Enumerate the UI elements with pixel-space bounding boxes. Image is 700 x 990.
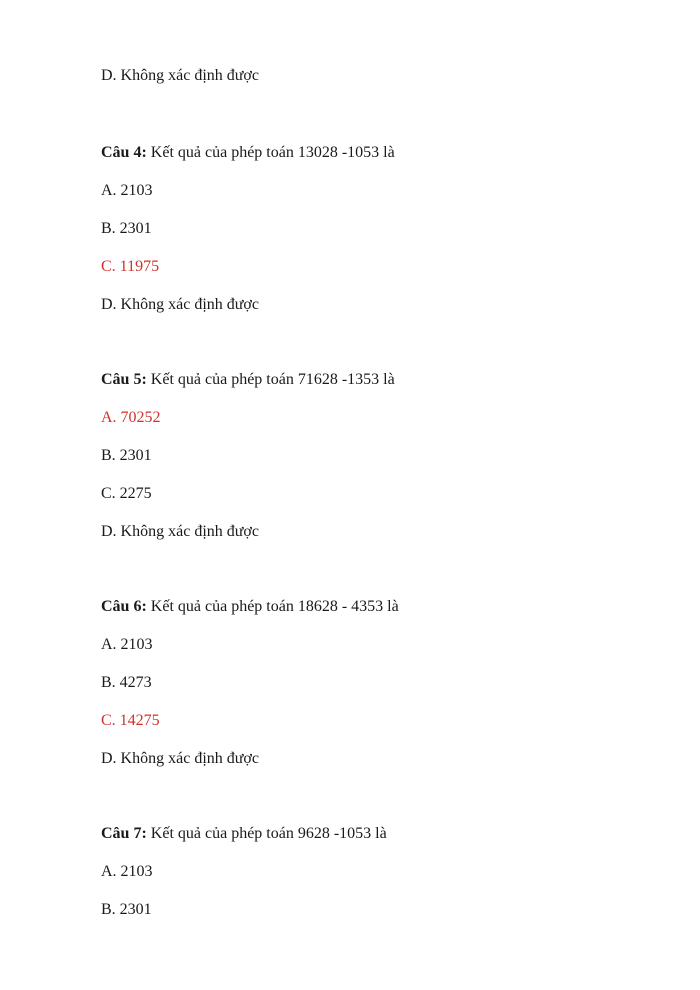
- question-5-option-b: B. 2301: [101, 447, 152, 464]
- question-4-text: Kết quả của phép toán 13028 -1053 là: [146, 144, 395, 161]
- question-6-option-b: B. 4273: [101, 674, 152, 691]
- question-7: [101, 824, 387, 844]
- question-4-option-c-correct: C. 11975: [101, 258, 160, 275]
- question-5-label: Câu 5:: [101, 371, 147, 388]
- question-6-label: Câu 6:: [101, 598, 147, 615]
- question-6-option-d: D. Không xác định được: [101, 750, 259, 767]
- question-6-text: Kết quả của phép toán 18628 - 4353 là: [146, 598, 399, 615]
- question-5-option-a-correct: A. 70252: [101, 409, 161, 426]
- question-5-option-d: D. Không xác định được: [101, 523, 259, 540]
- question-5: [101, 370, 395, 390]
- question-7-label: Câu 7:: [101, 825, 147, 842]
- question-5-option-c: C. 2275: [101, 485, 152, 502]
- question-7-text: Kết quả của phép toán 9628 -1053 là: [146, 825, 387, 842]
- question-4: [101, 143, 395, 163]
- question-5-text: Kết quả của phép toán 71628 -1353 là: [146, 371, 395, 388]
- question-7-option-a: A. 2103: [101, 863, 153, 880]
- question-4-option-d: D. Không xác định được: [101, 296, 259, 313]
- question-6-option-a: A. 2103: [101, 636, 153, 653]
- question-4-option-a: A. 2103: [101, 182, 153, 199]
- question-4-label: Câu 4:: [101, 144, 147, 161]
- option-d-previous: D. Không xác định được: [101, 67, 259, 84]
- question-6: [101, 597, 399, 617]
- question-7-option-b: B. 2301: [101, 901, 152, 918]
- question-6-option-c-correct: C. 14275: [101, 712, 160, 729]
- question-4-option-b: B. 2301: [101, 220, 152, 237]
